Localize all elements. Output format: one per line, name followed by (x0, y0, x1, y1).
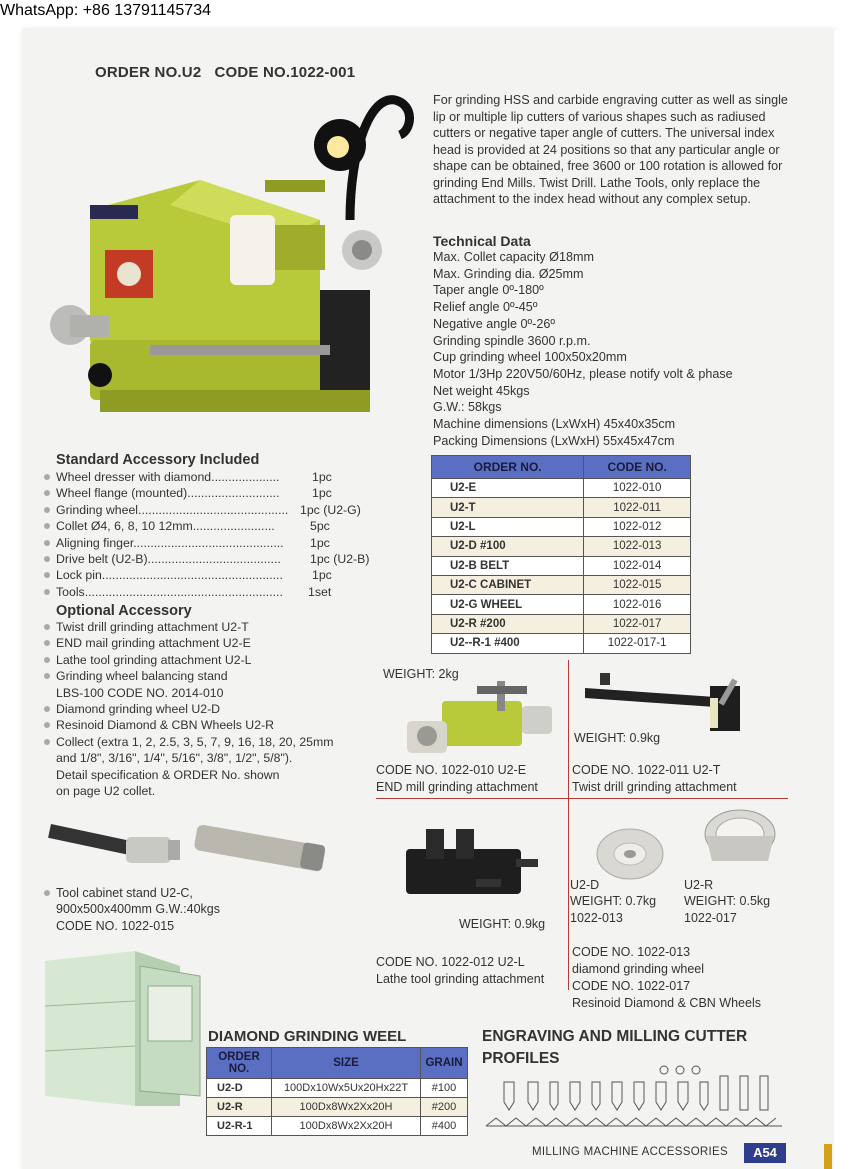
table-header: SIZE (272, 1048, 421, 1079)
table-header: ORDER NO. (207, 1048, 272, 1079)
u2t-code: CODE NO. 1022-011 U2-T (572, 763, 721, 777)
tech-item: Machine dimensions (LxWxH) 45x40x35cm (433, 417, 676, 432)
order-no-cell: U2-L (432, 517, 584, 536)
wheels-code-2: CODE NO. 1022-017 (572, 979, 691, 993)
page-number: A54 (744, 1143, 786, 1163)
technical-data-list (433, 249, 733, 449)
u2e-attachment-image (402, 676, 562, 761)
order-no-cell: U2-R-1 (207, 1117, 272, 1136)
cabinet-line: Tool cabinet stand U2-C, (44, 885, 220, 901)
list-item: Wheel dresser with diamond.................... 1pc (44, 469, 384, 485)
list-item: Twist drill grinding attachment U2-T (44, 619, 334, 635)
table-row (432, 556, 691, 575)
list-item: Grinding wheel balancing stand (44, 668, 334, 684)
list-item: and 1/8", 3/16", 1/4", 5/16", 3/8", 1/2", 5/8"). (56, 751, 293, 766)
tech-item: Max. Grinding dia. Ø25mm (433, 266, 584, 281)
list-item: Grinding wheel............................................ 1pc (U2-G) (44, 502, 384, 518)
code-no-cell: 1022-014 (584, 556, 691, 575)
list-item: Detail specification & ORDER No. shown (56, 767, 280, 782)
cabinet-info (44, 885, 220, 934)
order-no-cell: U2-E (432, 479, 584, 498)
list-item: Collect (extra 1, 2, 2.5, 3, 5, 7, 9, 16, 18, 20, 25mm (44, 734, 334, 750)
grain-cell: #100 (421, 1079, 468, 1098)
u2t-attachment-image (580, 668, 770, 738)
order-no-cell: U2-D (207, 1079, 272, 1098)
diamond-table-title: DIAMOND GRINDING WEEL (208, 1028, 407, 1045)
list-item: Lock pin..................................................... 1pc (44, 567, 384, 583)
list-item: Lathe tool grinding attachment U2-L (44, 652, 334, 668)
order-code-table (431, 455, 691, 654)
divider (376, 798, 788, 799)
tech-item: Taper angle 0º-180º (433, 283, 544, 298)
code-no-cell: 1022-011 (584, 498, 691, 517)
page-spine-mark (824, 1144, 832, 1169)
code-no-cell: 1022-017-1 (584, 634, 691, 653)
table-row (207, 1079, 468, 1098)
code-no-cell: 1022-017 (584, 614, 691, 633)
u2d-code: 1022-013 (570, 911, 623, 925)
list-item: Wheel flange (mounted)........................... 1pc (44, 485, 384, 501)
u2d-weight: WEIGHT: 0.7kg (570, 894, 657, 908)
tech-item: Max. Collet capacity Ø18mm (433, 250, 594, 264)
u2r-model: U2-R (684, 878, 714, 892)
table-row (432, 595, 691, 614)
grinder-machine-image (50, 90, 430, 450)
list-item: Aligning finger............................................ 1pc (44, 535, 384, 551)
size-cell: 100Dx8Wx2Xx20H (272, 1117, 421, 1136)
list-item: Collet Ø4, 6, 8, 10 12mm........................ 5pc (44, 518, 384, 534)
cabinet-line: 900x500x400mm G.W.:40kgs (56, 902, 220, 917)
engraving-title-line: ENGRAVING AND MILLING CUTTER (482, 1028, 748, 1045)
tech-item: Grinding spindle 3600 r.p.m. (433, 333, 591, 348)
wheels-name-1: diamond grinding wheel (572, 962, 705, 976)
order-no-cell: U2-T (432, 498, 584, 517)
tool-cabinet-image (40, 946, 205, 1111)
wheels-code-1: CODE NO. 1022-013 (572, 945, 691, 959)
table-header: GRAIN (421, 1048, 468, 1079)
list-item: Diamond grinding wheel U2-D (44, 701, 334, 717)
tech-item: Negative angle 0º-26º (433, 316, 555, 331)
standard-accessory-list (44, 469, 384, 600)
list-item: Resinoid Diamond & CBN Wheels U2-R (44, 717, 334, 733)
code-no-cell: 1022-010 (584, 479, 691, 498)
list-item: END mail grinding attachment U2-E (44, 635, 334, 651)
table-row (432, 479, 691, 498)
tech-item: Motor 1/3Hp 220V50/60Hz, please notify volt & phase (433, 366, 733, 381)
u2l-code: CODE NO. 1022-012 U2-L (376, 955, 525, 969)
standard-accessory-title: Standard Accessory Included (56, 452, 260, 468)
divider (568, 660, 569, 990)
u2l-weight: WEIGHT: 0.9kg (459, 917, 546, 931)
diamond-wheel-table (206, 1047, 468, 1136)
whatsapp-contact: WhatsApp: +86 13791145734 (0, 2, 211, 19)
order-no-cell: U2-C CABINET (432, 575, 584, 594)
order-no-cell: U2-G WHEEL (432, 595, 584, 614)
order-no-cell: U2-R #200 (432, 614, 584, 633)
u2r-wheel-image (702, 806, 778, 870)
u2r-code: 1022-017 (684, 911, 737, 925)
table-row (432, 498, 691, 517)
engraving-title-line: PROFILES (482, 1050, 560, 1067)
code-no-cell: 1022-013 (584, 537, 691, 556)
table-row (432, 517, 691, 536)
table-row (432, 614, 691, 633)
table-row (432, 634, 691, 653)
size-cell: 100Dx10Wx5Ux20Hx22T (272, 1079, 421, 1098)
table-row (207, 1117, 468, 1136)
u2r-weight: WEIGHT: 0.5kg (684, 894, 771, 908)
technical-data-title: Technical Data (433, 233, 531, 249)
tech-item: G.W.: 58kgs (433, 400, 502, 415)
list-item: LBS-100 CODE NO. 2014-010 (56, 685, 224, 700)
list-item: Tools.......................................................... 1set (44, 584, 384, 600)
grain-cell: #400 (421, 1117, 468, 1136)
optional-accessory-title: Optional Accessory (56, 603, 192, 619)
list-item: Drive belt (U2-B)....................................... 1pc (U2-B) (44, 551, 384, 567)
order-no-cell: U2-R (207, 1098, 272, 1117)
u2l-attachment-image (396, 824, 546, 904)
list-item: on page U2 collet. (56, 784, 156, 799)
code-no-cell: 1022-012 (584, 517, 691, 536)
table-row (432, 537, 691, 556)
u2d-model: U2-D (570, 878, 600, 892)
table-row (207, 1098, 468, 1117)
wheels-name-2: Resinoid Diamond & CBN Wheels (572, 996, 761, 1010)
code-no-cell: 1022-016 (584, 595, 691, 614)
table-header: CODE NO. (584, 456, 691, 479)
page-edge (834, 30, 850, 1169)
table-header: ORDER NO. (432, 456, 584, 479)
order-title: ORDER NO.U2 CODE NO.1022-001 (95, 64, 356, 81)
optional-accessory-list (44, 619, 334, 799)
tech-item: Packing Dimensions (LxWxH) 55x45x47cm (433, 433, 675, 448)
u2t-weight: WEIGHT: 0.9kg (574, 731, 661, 745)
tech-item: Net weight 45kgs (433, 383, 530, 398)
u2e-name: END mill grinding attachment (376, 780, 538, 794)
tech-item: Relief angle 0º-45º (433, 300, 538, 315)
u2l-name: Lathe tool grinding attachment (376, 972, 545, 986)
code-no-cell: 1022-015 (584, 575, 691, 594)
cutter-profiles-image (484, 1064, 784, 1144)
product-description: For grinding HSS and carbide engraving cutter as well as single lip or multiple lip cutters of various shapes such as radiused cutters or negative taper angle of cutters. The universal index head is provided at 24 positions so that any particular angle or shape can be obtained, free 3600 or 100 rotation is allowed for grinding End Mills. Twist Drill. Lathe Tools, only replace the attachment to the index head without any complex setup. (433, 93, 788, 206)
u2d-wheel-image (594, 826, 666, 882)
u2e-weight: WEIGHT: 2kg (383, 667, 459, 681)
table-row (432, 575, 691, 594)
footer-section-label: MILLING MACHINE ACCESSORIES (532, 1146, 728, 1158)
u2e-code: CODE NO. 1022-010 U2-E (376, 763, 527, 777)
cabinet-line: CODE NO. 1022-015 (56, 918, 175, 933)
u2t-name: Twist drill grinding attachment (572, 780, 737, 794)
grain-cell: #200 (421, 1098, 468, 1117)
order-no-cell: U2--R-1 #400 (432, 634, 584, 653)
order-no-cell: U2-B BELT (432, 556, 584, 575)
order-no-cell: U2-D #100 (432, 537, 584, 556)
collet-image (46, 812, 336, 887)
size-cell: 100Dx8Wx2Xx20H (272, 1098, 421, 1117)
tech-item: Cup grinding wheel 100x50x20mm (433, 350, 627, 365)
